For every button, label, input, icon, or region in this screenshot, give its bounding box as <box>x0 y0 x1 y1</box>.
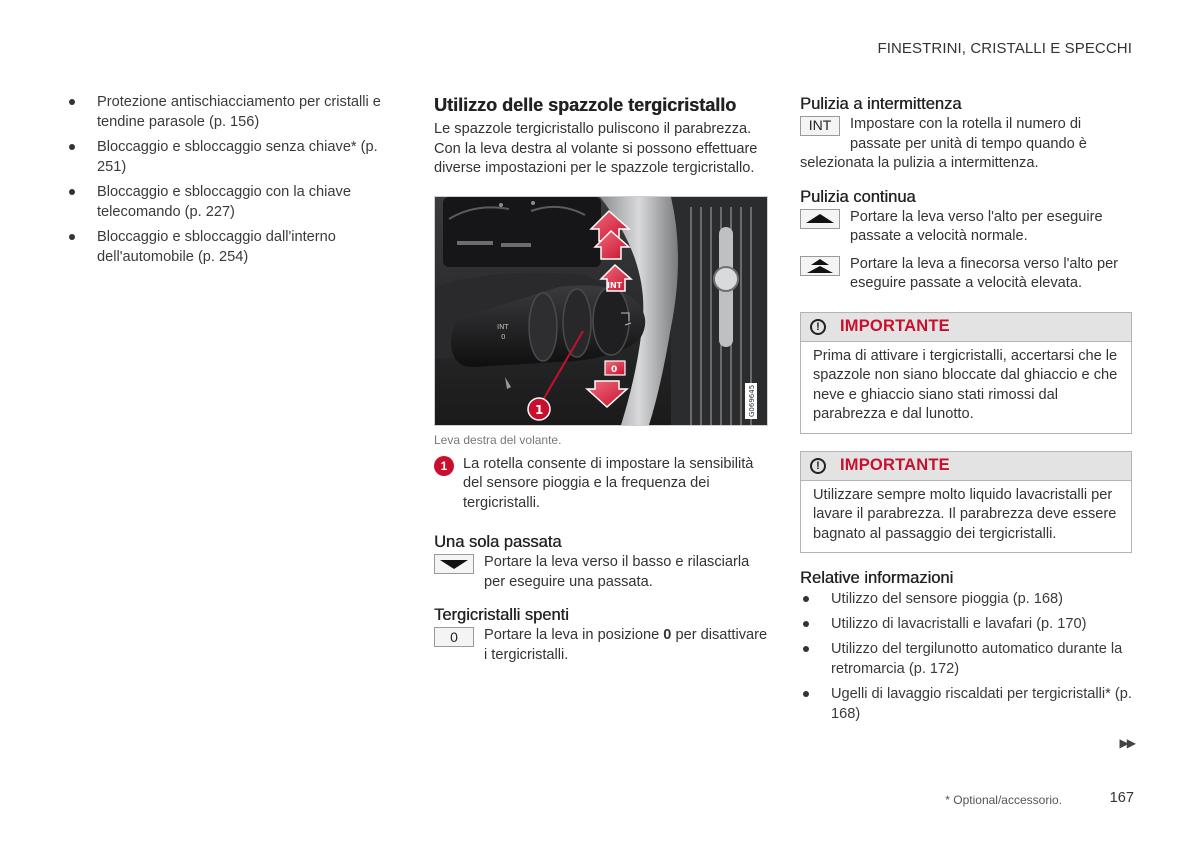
figure-int-label: INT <box>607 280 623 290</box>
single-wipe-text: Portare la leva verso il basso e rilasciarla per eseguire una passata. <box>484 554 750 590</box>
middle-column <box>434 92 768 665</box>
warning-icon: ! <box>810 319 826 335</box>
figure-callout-number: 1 <box>535 402 544 417</box>
single-wipe-row <box>434 553 768 592</box>
page-header-title: FINESTRINI, CRISTALLI E SPECCHI <box>877 40 1132 57</box>
important-title: IMPORTANTE <box>840 317 950 335</box>
figure-caption: Leva destra del volante. <box>434 432 562 447</box>
important-text: Prima di attivare i tergicristalli, accertarsi che le spazzole non siano bloccate dal ghiaccio e che neve e ghiaccio siano stati rimossi dal parabrezza e dal lunotto. <box>813 347 1118 422</box>
list-item[interactable]: Protezione antischiacciamento per cristalli e tendine parasole (p. 156) <box>66 92 396 132</box>
continuous-title: Pulizia continua <box>800 187 916 206</box>
related-info-list <box>800 589 1132 724</box>
callout-number-badge: 1 <box>434 456 454 476</box>
lever-full-up-symbol <box>800 256 840 276</box>
int-symbol: INT <box>800 116 840 136</box>
next-page-arrows-icon: ▶▶ <box>1119 736 1134 750</box>
page-number: 167 <box>1109 790 1134 806</box>
list-item[interactable]: Utilizzo del tergilunotto automatico durante la retromarcia (p. 172) <box>800 639 1132 679</box>
intermittent-title: Pulizia a intermittenza <box>800 95 962 113</box>
callout-row <box>434 455 768 514</box>
lever-up-symbol <box>800 209 840 229</box>
related-links-list <box>66 92 396 267</box>
right-column <box>800 92 1132 729</box>
continuous-high-row <box>800 255 1132 294</box>
list-item[interactable]: Bloccaggio e sbloccaggio dall'interno dell'automobile (p. 254) <box>66 227 396 267</box>
position-zero-symbol: 0 <box>434 627 474 647</box>
lever-zero-marking: 0 <box>501 332 506 341</box>
lever-down-symbol <box>434 554 474 574</box>
wipers-off-text-part: Portare la leva in posizione <box>484 627 664 643</box>
wipers-off-title: Tergicristalli spenti <box>434 606 569 624</box>
intermittent-text-content: Impostare con la rotella il numero di passate per unità di tempo quando è selezionata la pulizia a intermittenza. <box>800 116 1087 171</box>
callout-text: La rotella consente di impostare la sensibilità del sensore pioggia e la frequenza dei tergicristalli. <box>463 455 754 511</box>
wipers-off-row <box>434 626 768 665</box>
chevron-up-icon <box>805 213 835 225</box>
continuous-normal-text: Portare la leva verso l'alto per eseguire passate a velocità normale. <box>850 208 1103 244</box>
important-title: IMPORTANTE <box>840 456 950 474</box>
footnote: * Optional/accessorio. <box>945 793 1062 807</box>
continuous-normal-row <box>800 208 1132 247</box>
important-header <box>801 452 1131 481</box>
wipers-off-position-bold: 0 <box>663 627 672 643</box>
wiper-lever-figure <box>434 196 768 426</box>
list-item[interactable]: Bloccaggio e sbloccaggio con la chiave telecomando (p. 227) <box>66 182 396 222</box>
list-item[interactable]: Utilizzo di lavacristalli e lavafari (p. 170) <box>800 614 1132 634</box>
wipers-off-text-part: per disattivare i tergicristalli. <box>484 627 768 663</box>
continuous-high-text: Portare la leva a finecorsa verso l'alto per eseguire passate a velocità elevata. <box>850 255 1119 291</box>
warning-icon: ! <box>810 458 826 474</box>
chevron-down-icon <box>439 558 469 570</box>
double-chevron-up-icon <box>805 258 835 274</box>
left-column <box>66 92 396 272</box>
section-title: Utilizzo delle spazzole tergicristallo <box>434 95 737 115</box>
important-header <box>801 313 1131 342</box>
intermittent-text <box>800 115 1132 174</box>
list-item[interactable]: Utilizzo del sensore pioggia (p. 168) <box>800 589 1132 609</box>
wipers-off-text <box>484 626 768 665</box>
list-item[interactable]: Ugelli di lavaggio riscaldati per tergicristalli* (p. 168) <box>800 684 1132 724</box>
single-wipe-title: Una sola passata <box>434 533 562 551</box>
figure-zero-label: 0 <box>611 364 618 375</box>
related-info-title: Relative informazioni <box>800 569 954 587</box>
important-box <box>800 451 1132 554</box>
intro-paragraph: Le spazzole tergicristallo puliscono il parabrezza. Con la leva destra al volante si possono effettuare diverse impostazioni per le spazzole tergicristallo. <box>434 121 758 176</box>
lever-int-marking: INT <box>497 322 509 331</box>
important-text: Utilizzare sempre molto liquido lavacristalli per lavare il parabrezza. Il parabrezza deve essere bagnato al passaggio dei tergicristalli. <box>813 486 1117 542</box>
important-box <box>800 312 1132 434</box>
figure-code: G069645 <box>748 384 756 417</box>
list-item[interactable]: Bloccaggio e sbloccaggio senza chiave* (p. 251) <box>66 137 396 177</box>
